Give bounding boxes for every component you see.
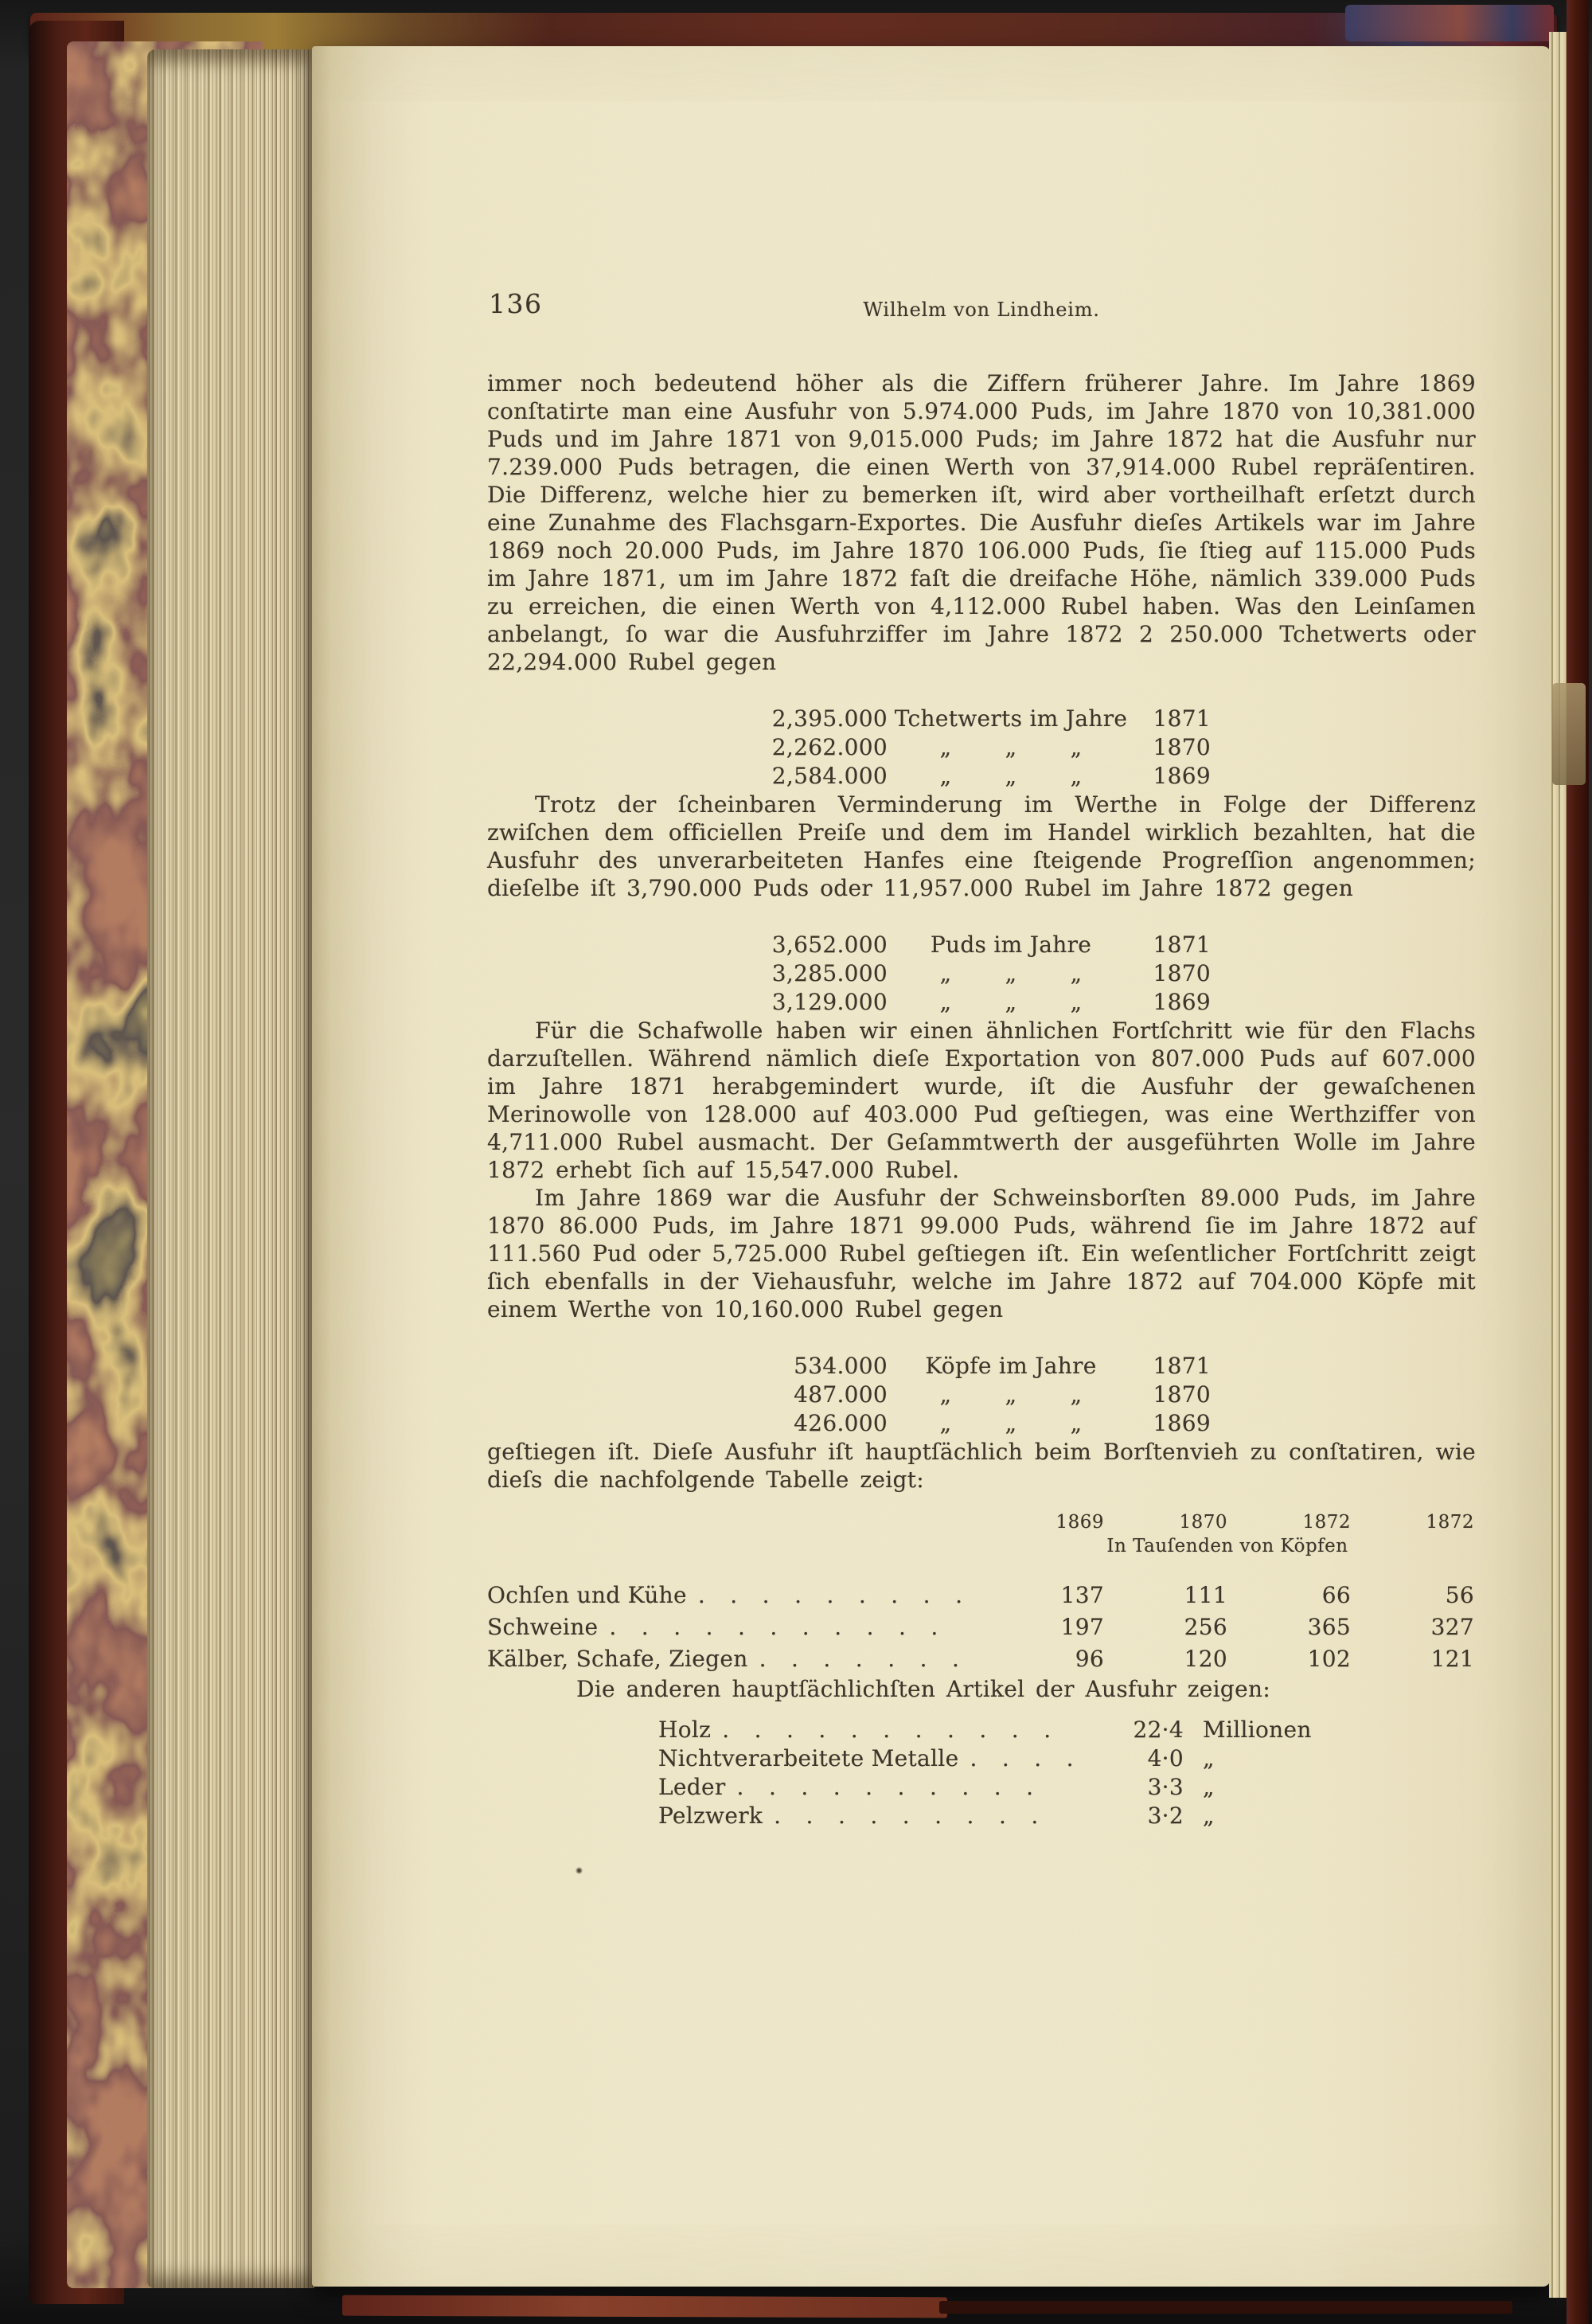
figure-value: 487.000 bbox=[794, 1381, 888, 1408]
year-column: 1869 bbox=[1055, 1512, 1104, 1533]
item-unit: Millionen bbox=[1203, 1717, 1312, 1743]
figure-year: 1870 bbox=[1153, 1381, 1211, 1408]
ditto-marks: „ „ „ bbox=[939, 989, 1083, 1015]
ditto-marks: „ „ „ bbox=[939, 763, 1083, 789]
paragraph-flax-exports: immer noch bedeutend höher als die Ziffern früherer Jahre. Im Jahre 1869 conſtatirte man eine Ausfuhr von 5.974.000 Puds, im Jahre 1870 von 10,381.000 Puds und im Jahre 1871 von 9,015.000 Puds; im Jahre 1872 hat die Ausfuhr nur 7.239.000 Puds betragen, die einen Werth von 37,914.000 Rubel repräſentiren. Die Differenz, welche hier zu bemerken iſt, wird aber vortheilhaft erſetzt durch eine Zunahme des Flachsgarn-Exportes. Die Ausfuhr dieſes Artikels war im Jahre 1869 noch 20.000 Puds, im Jahre 1870 106.000 Puds, ſie ſtieg auf 115.000 Puds im Jahre 1871, um im Jahre 1872 faſt die dreifache Höhe, nämlich 339.000 Puds zu erreichen, die einen Werth von 4,112.000 Rubel haben. Was den Leinſamen anbelangt, ſo war die Ausfuhrziffer im Jahre 1872 2 250.000 Tchetwerts oder 22,294.000 Rubel gegen bbox=[487, 370, 1476, 675]
figure-year: 1869 bbox=[1153, 989, 1211, 1015]
list-item bbox=[658, 1716, 1476, 1744]
dot-leader: . . . . . . . bbox=[759, 1646, 960, 1672]
paragraph-bristles-livestock: Im Jahre 1869 war die Ausfuhr der Schweinsborſten 89.000 Puds, im Jahre 1870 86.000 Puds, im Jahre 1871 99.000 Puds, während ſie im Jahre 1872 auf 111.560 Pud oder 5,725.000 Rubel geſtiegen iſt. Ein weſentlicher Fortſchritt zeigt ſich ebenfalls in der Viehausfuhr, welche im Jahre 1872 auf 704.000 Köpfe mit einem Werthe von 10,160.000 Rubel gegen bbox=[487, 1185, 1476, 1322]
item-unit: „ bbox=[1203, 1803, 1215, 1829]
cell-value: 66 bbox=[1321, 1582, 1351, 1608]
dot-leader: . . . . . . . . . bbox=[697, 1582, 963, 1608]
dot-leader: . . . . . . . . . . bbox=[736, 1774, 1034, 1800]
row-label: Ochſen und Kühe bbox=[487, 1582, 687, 1608]
year-column: 1872 bbox=[1302, 1512, 1351, 1533]
page-content bbox=[487, 290, 1476, 1830]
item-value: 3·3 bbox=[1147, 1774, 1184, 1800]
item-value: 3·2 bbox=[1147, 1803, 1184, 1829]
livestock-table bbox=[487, 1511, 1476, 1675]
figure-year: 1871 bbox=[1153, 1353, 1211, 1379]
item-label: Pelzwerk bbox=[658, 1803, 763, 1829]
figure-value: 2,262.000 bbox=[771, 734, 888, 760]
export-articles-list bbox=[658, 1716, 1476, 1830]
figure-value: 2,584.000 bbox=[771, 763, 888, 789]
ditto-marks: „ „ „ bbox=[939, 960, 1083, 986]
cell-value: 365 bbox=[1307, 1614, 1351, 1640]
cell-value: 102 bbox=[1307, 1646, 1351, 1672]
ditto-marks: „ „ „ bbox=[939, 1381, 1083, 1408]
list-item bbox=[658, 1744, 1476, 1773]
book-page bbox=[312, 46, 1551, 2287]
ditto-marks: „ „ „ bbox=[939, 734, 1083, 760]
page-edges-left bbox=[147, 49, 314, 2288]
table-year-header bbox=[487, 1511, 1476, 1533]
figure-value: 426.000 bbox=[794, 1410, 888, 1436]
right-cover bbox=[1567, 0, 1589, 2324]
item-unit: „ bbox=[1203, 1774, 1215, 1800]
item-value: 22·4 bbox=[1133, 1717, 1184, 1743]
paragraph-other-articles-intro: Die anderen hauptſächlichſten Artikel der Ausfuhr zeigen: bbox=[576, 1676, 1271, 1702]
item-value: 4·0 bbox=[1147, 1745, 1184, 1771]
empty-cell bbox=[487, 1511, 981, 1533]
figure-year: 1871 bbox=[1153, 932, 1211, 958]
item-label: Nichtverarbeitete Metalle bbox=[658, 1745, 959, 1771]
page-number: 136 bbox=[489, 288, 543, 319]
running-header: Wilhelm von Lindheim. bbox=[863, 299, 1100, 321]
figure-value: 3,285.000 bbox=[771, 960, 888, 986]
paragraph-table-intro: geſtiegen iſt. Dieſe Ausfuhr iſt hauptſächlich beim Borſtenvieh zu conſtatiren, wie dieſs die nachfolgende Tabelle zeigt: bbox=[487, 1439, 1476, 1493]
cell-value: 327 bbox=[1430, 1614, 1474, 1640]
figure-value: 3,652.000 bbox=[771, 932, 888, 958]
table-row bbox=[487, 1611, 1476, 1643]
cell-value: 256 bbox=[1184, 1614, 1227, 1640]
cell-value: 197 bbox=[1060, 1614, 1104, 1640]
cell-value: 96 bbox=[1075, 1646, 1104, 1672]
figure-unit: Köpfe im Jahre bbox=[925, 1353, 1097, 1379]
cell-value: 56 bbox=[1445, 1582, 1474, 1608]
koepfe-figures bbox=[657, 1352, 1476, 1438]
ink-speck bbox=[576, 1867, 583, 1874]
item-label: Holz bbox=[658, 1717, 712, 1743]
figure-year: 1870 bbox=[1153, 960, 1211, 986]
ditto-marks: „ „ „ bbox=[939, 1410, 1083, 1436]
table-row bbox=[487, 1643, 1476, 1675]
item-unit: „ bbox=[1203, 1745, 1215, 1771]
table-subheader: In Tauſenden von Köpfen bbox=[1106, 1536, 1348, 1556]
paragraph-wool-exports: Für die Schafwolle haben wir einen ähnlichen Fortſchritt wie für den Flachs darzuſtellen. Während nämlich dieſe Exportation von 807.000 Puds auf 607.000 im Jahre 1871 herabgemindert wurde, iſt die Ausfuhr der gewaſchenen Merinowolle von 128.000 auf 403.000 Pud geſtiegen, was eine Werthziffer von 4,711.000 Rubel ausmacht. Der Geſammtwerth der ausgeführten Wolle im Jahre 1872 erhebt ſich auf 15,547.000 Rubel. bbox=[487, 1017, 1476, 1183]
cell-value: 120 bbox=[1184, 1646, 1227, 1672]
figure-year: 1871 bbox=[1153, 705, 1211, 732]
cell-value: 137 bbox=[1060, 1582, 1104, 1608]
row-label: Schweine bbox=[487, 1614, 599, 1640]
bottom-cover-shadow bbox=[939, 2301, 1512, 2314]
figure-value: 534.000 bbox=[794, 1353, 888, 1379]
figure-year: 1870 bbox=[1153, 734, 1211, 760]
table-row bbox=[487, 1580, 1476, 1611]
figure-unit: Tchetwerts im Jahre bbox=[894, 705, 1128, 732]
table-body bbox=[487, 1580, 1476, 1675]
cell-value: 111 bbox=[1184, 1582, 1227, 1608]
dot-leader: . . . . bbox=[970, 1745, 1074, 1771]
figure-year: 1869 bbox=[1153, 1410, 1211, 1436]
cell-value: 121 bbox=[1430, 1646, 1474, 1672]
dot-leader: . . . . . . . . . . . bbox=[722, 1717, 1052, 1743]
figure-value: 3,129.000 bbox=[771, 989, 888, 1015]
paragraph-hemp-exports: Trotz der ſcheinbaren Verminderung im Werthe in Folge der Differenz zwiſchen dem officiellen Preiſe und dem im Handel wirklich bezahlten, hat die Ausfuhr des unverarbeiteten Hanfes eine ſteigende Progreſſion angenommen; dieſelbe iſt 3,790.000 Puds oder 11,957.000 Rubel im Jahre 1872 gegen bbox=[487, 791, 1476, 901]
dot-leader: . . . . . . . . . . . bbox=[609, 1614, 938, 1640]
year-column: 1870 bbox=[1179, 1512, 1227, 1533]
figure-unit: Puds im Jahre bbox=[930, 932, 1092, 958]
headband-marble bbox=[1345, 5, 1554, 41]
right-cover-damage bbox=[1552, 683, 1586, 785]
tchetwerts-figures bbox=[657, 705, 1476, 791]
bottom-cover-edge bbox=[342, 2295, 947, 2318]
figure-year: 1869 bbox=[1153, 763, 1211, 789]
dot-leader: . . . . . . . . . bbox=[774, 1803, 1039, 1829]
list-item bbox=[658, 1773, 1476, 1802]
item-label: Leder bbox=[658, 1774, 726, 1800]
year-column: 1872 bbox=[1426, 1512, 1474, 1533]
list-item bbox=[658, 1802, 1476, 1830]
figure-value: 2,395.000 bbox=[771, 705, 888, 732]
row-label: Kälber, Schafe, Ziegen bbox=[487, 1646, 748, 1672]
page-header bbox=[487, 290, 1476, 331]
puds-figures bbox=[657, 931, 1476, 1017]
